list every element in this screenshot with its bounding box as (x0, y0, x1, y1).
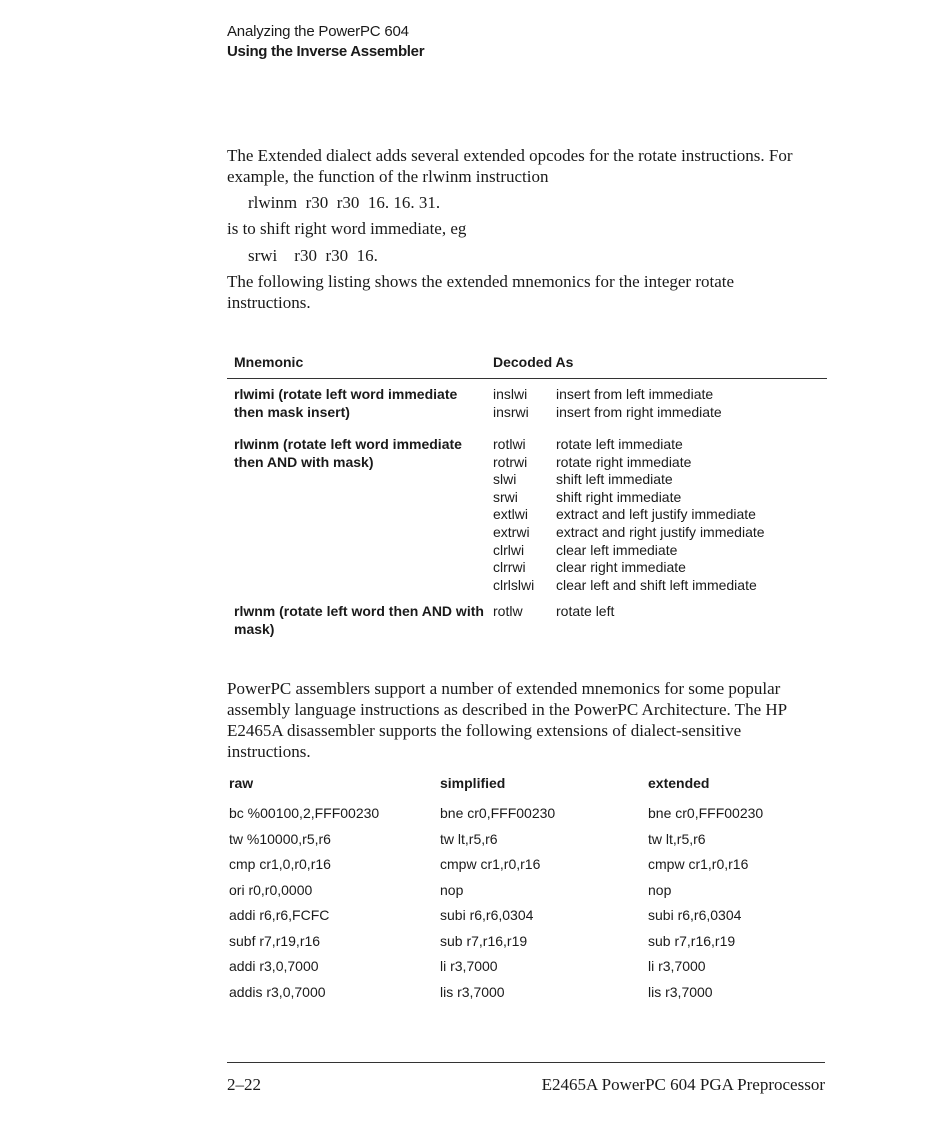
decoded-description: clear right immediate (556, 559, 686, 576)
raw-cell: addi r6,r6,FCFC (229, 907, 330, 923)
decoded-column-header: Decoded As (493, 354, 574, 370)
decoded-description: extract and right justify immediate (556, 523, 765, 540)
decoded-list (493, 386, 722, 421)
column-header-simplified: simplified (440, 775, 506, 791)
document-title: E2465A PowerPC 604 PGA Preprocessor (541, 1075, 825, 1094)
code-example-rlwinm: rlwinm r30 r30 16. 16. 31. (248, 193, 441, 212)
decoded-description: clear left immediate (556, 541, 678, 558)
explanation-paragraph: is to shift right word immediate, eg (227, 219, 467, 238)
extended-cell: cmpw cr1,r0,r16 (648, 856, 749, 872)
simplified-cell: sub r7,r16,r19 (440, 933, 528, 949)
extended-cell: tw lt,r5,r6 (648, 831, 706, 847)
decoded-row (493, 454, 765, 472)
raw-cell: addi r3,0,7000 (229, 958, 319, 974)
decoded-opcode: clrlwi (493, 541, 525, 558)
decoded-description: rotate right immediate (556, 453, 692, 470)
decoded-row (493, 577, 765, 595)
column-header-raw: raw (229, 775, 254, 791)
simplified-cell: tw lt,r5,r6 (440, 831, 498, 847)
mnemonic-column-header: Mnemonic (234, 354, 304, 370)
mnemonic-description: rlwinm (rotate left word immediate then AND with mask) (234, 436, 462, 470)
decoded-list (493, 603, 614, 621)
decoded-description: clear left and shift left immediate (556, 576, 757, 593)
decoded-opcode: rotlwi (493, 436, 526, 452)
simplified-cell: bne cr0,FFF00230 (440, 805, 556, 821)
footer-rule (227, 1062, 825, 1063)
table-header-rule (227, 378, 827, 379)
decoded-description: rotate left (556, 603, 615, 619)
decoded-opcode: slwi (493, 471, 517, 488)
decoded-row (493, 404, 722, 422)
decoded-opcode: rotrwi (493, 453, 528, 470)
raw-cell: addis r3,0,7000 (229, 984, 326, 1000)
decoded-list (493, 436, 765, 594)
decoded-row (493, 559, 765, 577)
chapter-title: Analyzing the PowerPC 604 (227, 23, 409, 40)
decoded-opcode: insrwi (493, 403, 529, 420)
decoded-description: insert from left immediate (556, 386, 714, 402)
decoded-row (493, 471, 765, 489)
raw-cell: cmp cr1,0,r0,r16 (229, 856, 331, 872)
mnemonic-description: rlwimi (rotate left word immediate then mask insert) (234, 386, 458, 420)
extended-cell: nop (648, 882, 672, 898)
decoded-opcode: clrlslwi (493, 576, 535, 593)
extended-cell: bne cr0,FFF00230 (648, 805, 764, 821)
decoded-description: shift right immediate (556, 488, 682, 505)
running-header (227, 22, 424, 62)
column-header-extended: extended (648, 775, 710, 791)
decoded-row (493, 506, 765, 524)
decoded-description: rotate left immediate (556, 436, 683, 452)
extended-cell: subi r6,r6,0304 (648, 907, 742, 923)
decoded-opcode: rotlw (493, 603, 523, 619)
section-title: Using the Inverse Assembler (227, 43, 425, 60)
mnemonic-description: rlwnm (rotate left word then AND with mask) (234, 603, 484, 637)
decoded-description: shift left immediate (556, 471, 673, 488)
raw-cell: subf r7,r19,r16 (229, 933, 321, 949)
simplified-cell: cmpw cr1,r0,r16 (440, 856, 541, 872)
decoded-opcode: inslwi (493, 386, 528, 402)
simplified-cell: li r3,7000 (440, 958, 498, 974)
extended-cell: li r3,7000 (648, 958, 706, 974)
decoded-row (493, 436, 765, 454)
extended-cell: lis r3,7000 (648, 984, 713, 1000)
listing-intro-paragraph: The following listing shows the extended mnemonics for the integer rotate instructions. (227, 272, 735, 312)
decoded-row (493, 603, 614, 621)
raw-cell: bc %00100,2,FFF00230 (229, 805, 380, 821)
code-example-srwi: srwi r30 r30 16. (248, 246, 378, 265)
extensions-paragraph: PowerPC assemblers support a number of extended mnemonics for some popular assembly language instructions as described in the PowerPC Architecture. The HP E2465A disassembler supports the following extensions of dialect-sensitive instructions. (227, 679, 787, 761)
simplified-cell: lis r3,7000 (440, 984, 505, 1000)
decoded-row (493, 524, 765, 542)
raw-cell: tw %10000,r5,r6 (229, 831, 331, 847)
decoded-row (493, 386, 722, 404)
decoded-row (493, 542, 765, 560)
decoded-opcode: srwi (493, 488, 518, 505)
decoded-opcode: extlwi (493, 506, 529, 523)
decoded-description: insert from right immediate (556, 403, 722, 420)
decoded-description: extract and left justify immediate (556, 506, 756, 523)
decoded-opcode: clrrwi (493, 559, 526, 576)
simplified-cell: nop (440, 882, 464, 898)
decoded-opcode: extrwi (493, 523, 530, 540)
simplified-cell: subi r6,r6,0304 (440, 907, 534, 923)
page-number: 2–22 (227, 1075, 261, 1094)
intro-paragraph: The Extended dialect adds several extended opcodes for the rotate instructions. For example, the function of the rlwinm instruction (227, 146, 793, 186)
decoded-row (493, 489, 765, 507)
extended-cell: sub r7,r16,r19 (648, 933, 736, 949)
raw-cell: ori r0,r0,0000 (229, 882, 313, 898)
